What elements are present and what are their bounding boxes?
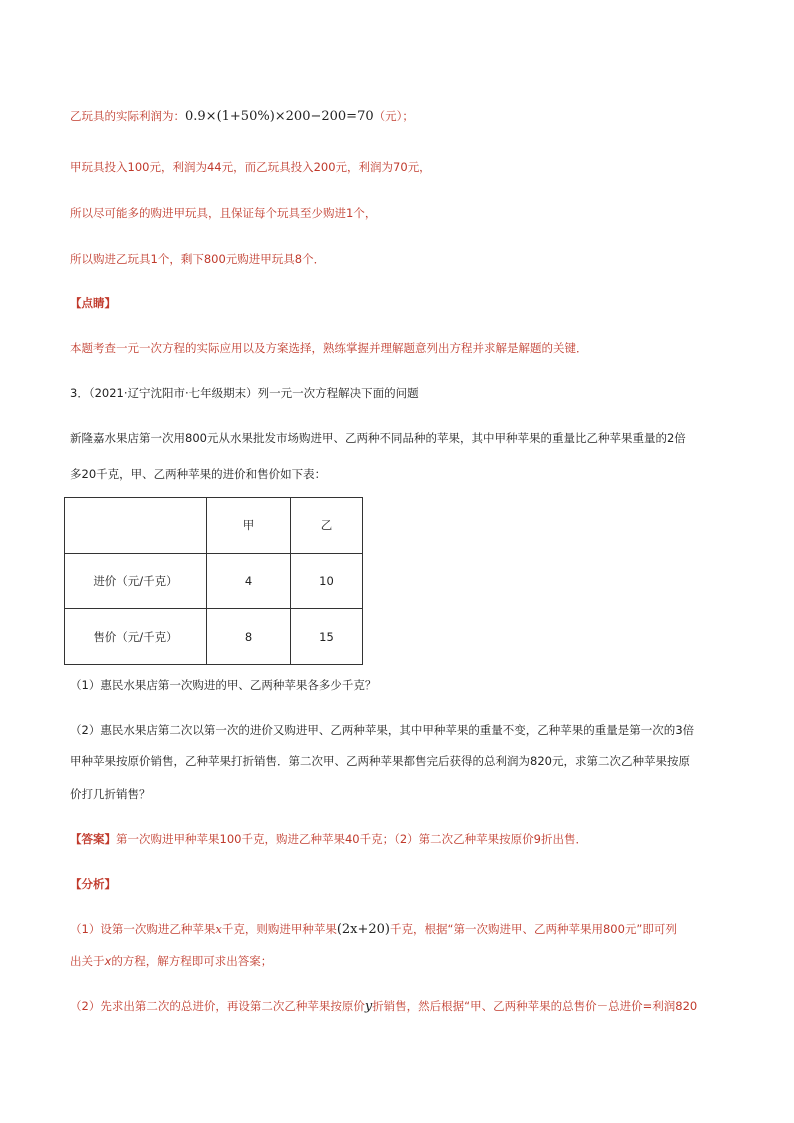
- text-run: （2）先求出第二次的总进价，再设第二次乙种苹果按原价: [70, 999, 365, 1013]
- question-3-paragraph-line-2: [70, 466, 326, 482]
- dianjing-body: 本题考查一元一次方程的实际应用以及方案选择，熟练掌握并理解题意列出方程并求解是解题的关键．: [70, 341, 588, 355]
- number: 800: [203, 252, 226, 266]
- text-run: （1）设第一次购进乙种苹果: [70, 922, 216, 936]
- text-run: 元，: [407, 160, 431, 174]
- text-run: 千克，根据“第一次购进甲、乙两种苹果用: [390, 922, 603, 936]
- number: 800: [602, 922, 625, 936]
- question-3-title: [70, 385, 419, 401]
- text-run: 个．: [302, 252, 326, 266]
- table-header-cell: 乙: [291, 498, 363, 554]
- table-cell: 15: [291, 609, 363, 665]
- expression: (2x+20): [336, 922, 391, 937]
- number: 44: [206, 160, 222, 174]
- text-run: 个，剩下: [157, 252, 204, 266]
- table-row: [65, 553, 363, 609]
- profit-yi-unit: （元）；: [373, 109, 414, 123]
- text-run: 倍: [682, 723, 695, 737]
- row-label: 售价（元/千克）: [65, 609, 207, 665]
- text-run: 倍: [674, 431, 686, 445]
- table-row: [65, 609, 363, 665]
- number: 3: [675, 723, 683, 737]
- table-header-row: [65, 498, 363, 554]
- text-run: 折销售，然后根据“甲、乙两种苹果的总售价－总进价=利润: [372, 999, 676, 1013]
- answer-line: [70, 831, 587, 847]
- question-source: （2021·辽宁沈阳市·七年级期末）: [88, 386, 258, 400]
- investment-comparison-line: [70, 159, 431, 175]
- text-run: 元从水果批发市场购进甲、乙两种不同品种的苹果，其中甲种苹果的重量比乙种苹果重量的: [206, 431, 667, 445]
- text-run: （2）惠民水果店第二次以第一次的进价又购进甲、乙两种苹果，其中甲种苹果的重量不变，乙种苹果的重量是第一次的: [70, 723, 676, 737]
- analysis-2-line-1: [70, 998, 697, 1015]
- row-label: 进价（元/千克）: [65, 553, 207, 609]
- number: 100: [127, 160, 150, 174]
- text-run: 千克，则购进甲种苹果: [221, 922, 337, 936]
- profit-yi-line: [70, 108, 414, 125]
- number: 20: [81, 467, 97, 481]
- table-cell: 4: [207, 553, 291, 609]
- variable-x: x: [104, 954, 112, 968]
- number: 820: [675, 999, 698, 1013]
- number: 1: [346, 206, 354, 220]
- text-run: 所以尽可能多的购进甲玩具，且保证每个玩具至少购进: [70, 206, 346, 220]
- conclusion-line: [70, 251, 325, 267]
- text-run: 元”即可列: [624, 922, 677, 936]
- number: 70: [393, 160, 408, 174]
- text-run: 元，利润为: [149, 160, 207, 174]
- text-run: 出关于: [70, 954, 105, 968]
- dianjing-heading: 【点睛】: [70, 296, 116, 310]
- number: 100: [219, 832, 242, 846]
- sub-question-2-line-2: [70, 753, 690, 769]
- text-run: 甲玩具投入: [70, 160, 128, 174]
- question-3-paragraph-line-1: [70, 430, 686, 446]
- text-run: 第一次购进甲种苹果: [116, 832, 220, 846]
- text-run: 元购进甲玩具: [225, 252, 295, 266]
- number: 200: [313, 160, 336, 174]
- strategy-line: [70, 205, 376, 221]
- analysis-heading: 【分析】: [70, 877, 116, 891]
- analysis-1-line-1: [70, 921, 677, 938]
- text-run: 千克；（2）第二次乙种苹果按原价: [359, 832, 534, 846]
- sub-question-2-line-1: [70, 722, 694, 738]
- text-run: 个，: [353, 206, 377, 220]
- text-run: 折出售．: [541, 832, 587, 846]
- table-cell: 8: [207, 609, 291, 665]
- number: 2: [666, 431, 675, 445]
- variable-x: x: [215, 922, 222, 936]
- profit-yi-formula: 0.9×(1+50%)×200−200=70: [185, 109, 374, 124]
- number: 9: [533, 832, 541, 846]
- variable-y: y: [364, 999, 373, 1014]
- number: 1: [150, 252, 158, 266]
- question-title: 列一元一次方程解决下面的问题: [257, 386, 419, 400]
- sub-question-1: （1）惠民水果店第一次购进的甲、乙两种苹果各多少千克？: [70, 678, 377, 692]
- text-run: 元，利润为: [335, 160, 394, 174]
- question-number: 3．: [70, 386, 89, 400]
- text-run: 所以购进乙玩具: [70, 252, 151, 266]
- sub-question-2-line-3: 价打几折销售？: [70, 787, 151, 801]
- number: 40: [344, 832, 360, 846]
- number: 8: [294, 252, 303, 266]
- price-table: [64, 497, 363, 665]
- table-cell: 10: [291, 553, 363, 609]
- answer-heading: 【答案】: [70, 832, 116, 846]
- text-run: 甲种苹果按原价销售，乙种苹果打折销售．第二次甲、乙两种苹果都售完后获得的总利润为: [70, 754, 530, 768]
- text-run: 千克，购进乙种苹果: [241, 832, 345, 846]
- text-run: 多: [70, 467, 82, 481]
- analysis-1-line-2: [70, 953, 272, 969]
- text-run: 新隆嘉水果店第一次用: [70, 431, 185, 445]
- number: 820: [530, 754, 552, 768]
- profit-yi-label: 乙玩具的实际利润为：: [70, 109, 185, 123]
- text-run: 千克，甲、乙两种苹果的进价和售价如下表：: [96, 467, 327, 481]
- text-run: 元，求第二次乙种苹果按原: [551, 754, 690, 768]
- number: 800: [185, 431, 207, 445]
- table-header-cell: 甲: [207, 498, 291, 554]
- table-header-cell: [65, 498, 207, 554]
- text-run: 的方程，解方程即可求出答案；: [111, 954, 273, 968]
- text-run: 元，而乙玩具投入: [221, 160, 314, 174]
